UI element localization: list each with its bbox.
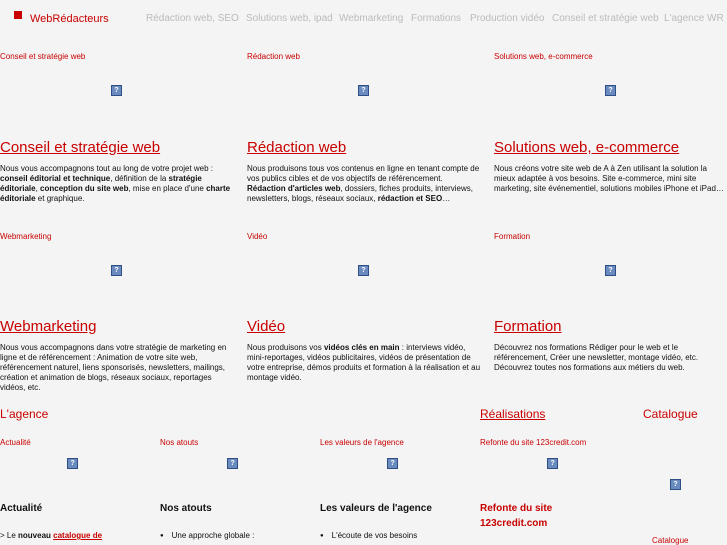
actualite-line [0,531,102,540]
broken-image-icon[interactable]: ? [111,265,122,276]
service-title-solutions[interactable]: Solutions web, e-commerce [494,139,680,156]
section-title-realisations[interactable]: Réalisations [480,407,546,421]
actualite-heading: Actualité [0,503,43,514]
agence-caption-atouts[interactable]: Nos atouts [160,438,199,447]
broken-image-icon[interactable]: ? [387,458,398,469]
nav-agence-wr[interactable]: L'agence WR [664,13,724,24]
service-caption-redaction[interactable]: Rédaction web [247,52,300,61]
realisation-heading-line1: Refonte du site [480,503,553,514]
broken-image-icon[interactable]: ? [358,85,369,96]
service-text-video: Nous produisons vos vidéos clés en main : interviews vidéo, mini-reportages, vidéos publicitaires, vidéos de présentation de votre entreprise, démos produits et formation à la réalisation et au montage vidéo. [247,343,481,382]
broken-image-icon[interactable]: ? [111,85,122,96]
service-text-webmarketing: Nous vous accompagnons dans votre stratégie de marketing en ligne et de référencement : Animation de votre site web, référencement naturel, liens sponsorisés, newsletters, mailings, création et animation de blogs, réseaux sociaux, reportages vidéos, etc. [0,343,227,392]
nav-solutions-web[interactable]: Solutions web, ipad [246,13,333,24]
service-caption-conseil[interactable]: Conseil et stratégie web [0,52,86,61]
section-title-catalogue[interactable]: Catalogue [643,407,698,421]
service-title-webmarketing[interactable]: Webmarketing [0,318,97,335]
valeurs-heading: Les valeurs de l'agence [320,503,432,514]
broken-image-icon[interactable]: ? [227,458,238,469]
broken-image-icon[interactable]: ? [547,458,558,469]
nav-formations[interactable]: Formations [411,13,462,24]
service-text-formation: Découvrez nos formations Rédiger pour le web et le référencement, Créer une newsletter, montage vidéo, etc. Découvrez toutes nos formations aux métiers du web. [494,343,699,372]
service-caption-webmarketing[interactable]: Webmarketing [0,232,52,241]
service-text-conseil: Nous vous accompagnons tout au long de votre projet web : conseil éditorial et technique, définition de la stratégie éditoriale, conception du site web, mise en place d'une charte éditoriale et graphique. [0,164,231,203]
realisation-heading[interactable] [480,501,552,531]
nav-redaction-web[interactable]: Rédaction web, SEO [146,13,239,24]
service-caption-video[interactable]: Vidéo [247,232,268,241]
logo-mark-icon [14,11,22,19]
nav-production-video[interactable]: Production vidéo [470,13,545,24]
actualite-prefix: > Le [0,531,19,540]
atouts-bullet: ● Une approche globale : [160,531,254,540]
service-title-video[interactable]: Vidéo [247,318,286,335]
nav-conseil-strategie[interactable]: Conseil et stratégie web [552,13,659,24]
broken-image-icon[interactable]: ? [605,265,616,276]
service-caption-solutions[interactable]: Solutions web, e-commerce [494,52,593,61]
catalogue-link[interactable]: catalogue de [53,531,103,540]
nav-webmarketing[interactable]: Webmarketing [339,13,404,24]
service-title-conseil[interactable]: Conseil et stratégie web [0,139,161,156]
agence-caption-valeurs[interactable]: Les valeurs de l'agence [320,438,404,447]
service-title-redaction[interactable]: Rédaction web [247,139,347,156]
service-title-formation[interactable]: Formation [494,318,562,335]
agence-caption-actualite[interactable]: Actualité [0,438,31,447]
realisation-heading-line2: 123credit.com [480,518,548,529]
broken-image-icon[interactable]: ? [670,479,681,490]
site-logo[interactable]: WebRédacteurs [30,13,109,25]
valeurs-bullet: ● L'écoute de vos besoins [320,531,417,540]
actualite-bold: nouveau [18,531,51,540]
broken-image-icon[interactable]: ? [605,85,616,96]
broken-image-icon[interactable]: ? [67,458,78,469]
section-title-agence: L'agence [0,407,49,421]
service-text-redaction: Nous produisons tous vos contenus en ligne en tenant compte de vos publics cibles et de vos objectifs de référencement. Rédaction d'articles web, dossiers, fiches produits, interviews, newsletters, blogs, réseaux sociaux, rédaction et SEO… [247,164,480,203]
service-caption-formation[interactable]: Formation [494,232,531,241]
atouts-heading: Nos atouts [160,503,212,514]
realisations-caption[interactable]: Refonte du site 123credit.com [480,438,587,447]
catalogue-image-caption[interactable]: Catalogue [652,536,689,545]
service-text-solutions: Nous créons votre site web de A à Zen utilisant la solution la mieux adaptée à vos besoins. Site e-commerce, mini site marketing, site événementiel, solutions mobiles iPhone et iPad… [494,164,724,193]
broken-image-icon[interactable]: ? [358,265,369,276]
